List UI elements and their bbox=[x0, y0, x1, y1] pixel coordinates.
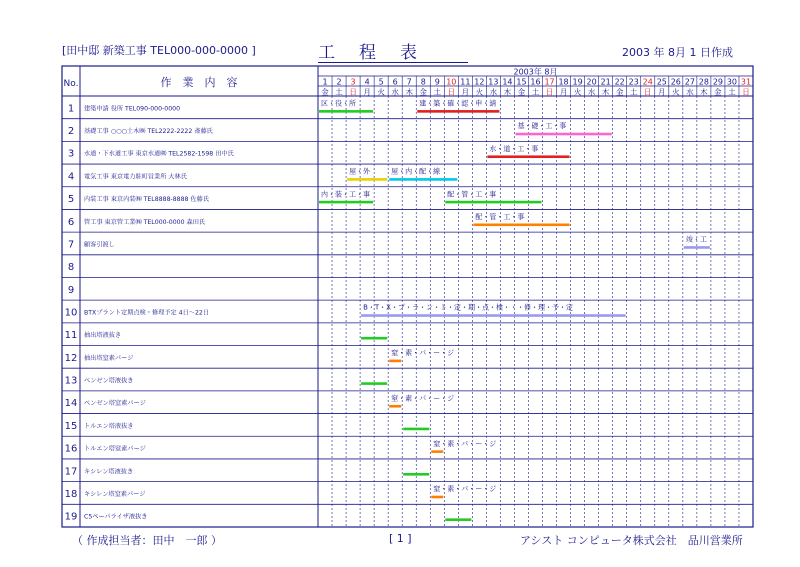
weekday-label: 月 bbox=[559, 87, 568, 97]
schedule-bar bbox=[389, 405, 401, 408]
task-label: トルエン塔窒素パージ bbox=[84, 445, 146, 453]
task-label: ベンゼン塔窒素パージ bbox=[84, 400, 146, 408]
day-number: 22 bbox=[614, 77, 625, 87]
weekday-label: 月 bbox=[363, 87, 371, 97]
task-label: ベンゼン塔液抜き bbox=[84, 377, 134, 385]
day-number: 16 bbox=[530, 77, 541, 87]
row-number: 8 bbox=[67, 262, 75, 274]
bar-label: 内・装・工・事 bbox=[321, 190, 370, 199]
weekday-label: 土 bbox=[629, 87, 638, 97]
bar-label: 水・道・工・事 bbox=[489, 144, 539, 153]
day-number: 28 bbox=[698, 77, 709, 87]
task-label: 抽出塔液抜き bbox=[84, 332, 122, 340]
bar-label: 区・役・所 bbox=[321, 99, 356, 108]
schedule-bar bbox=[417, 110, 499, 113]
task-label: C5ペーパライザ液抜き bbox=[84, 513, 148, 521]
bar-label: 屋・外 bbox=[349, 167, 371, 176]
day-number: 31 bbox=[740, 77, 752, 87]
author-label: （ 作成担当者：田中 一郎 ） bbox=[72, 534, 222, 547]
page-title: 工程表 bbox=[318, 38, 468, 63]
row-number: 19 bbox=[64, 511, 78, 523]
weekday-label: 木 bbox=[503, 87, 512, 97]
weekday-label: 火 bbox=[475, 87, 484, 97]
weekday-label: 金 bbox=[419, 87, 427, 97]
weekday-label: 月 bbox=[658, 87, 666, 97]
schedule-bar bbox=[431, 496, 443, 499]
schedule-bar bbox=[403, 428, 429, 431]
task-label: 内装工事 東京内装㈱ TEL8888-8888 佐藤氏 bbox=[84, 196, 210, 204]
weekday-label: 水 bbox=[686, 87, 694, 97]
weekday-label: 木 bbox=[405, 87, 413, 97]
weekday-label: 日 bbox=[349, 87, 357, 97]
schedule-bar bbox=[319, 110, 373, 113]
row-number: 14 bbox=[64, 398, 78, 410]
schedule-bar bbox=[361, 314, 626, 317]
bar-label: 窒・素・パ・ー・ジ bbox=[433, 439, 497, 448]
weekday-label: 木 bbox=[601, 87, 610, 97]
day-number: 11 bbox=[460, 77, 471, 87]
weekday-label: 日 bbox=[644, 87, 652, 97]
weekday-label: 火 bbox=[672, 87, 680, 97]
day-number: 3 bbox=[350, 77, 356, 87]
weekday-label: 土 bbox=[433, 87, 442, 97]
day-number: 19 bbox=[572, 77, 583, 87]
day-number: 9 bbox=[434, 77, 440, 87]
weekday-label: 木 bbox=[700, 87, 708, 97]
weekday-label: 日 bbox=[447, 87, 456, 97]
weekday-label: 水 bbox=[587, 87, 596, 97]
weekday-label: 水 bbox=[391, 87, 399, 97]
table-frame bbox=[62, 66, 753, 527]
project-header: [田中邸 新築工事 TEL000-000-0000 ] bbox=[62, 44, 256, 57]
task-label: 顧客引渡し bbox=[84, 241, 115, 249]
bar-label: 竣・工 bbox=[685, 235, 707, 244]
row-number: 18 bbox=[64, 488, 78, 500]
schedule-bar bbox=[389, 178, 457, 181]
weekday-label: 金 bbox=[615, 87, 624, 97]
weekday-label: 土 bbox=[335, 87, 343, 97]
row-number: 11 bbox=[64, 330, 78, 342]
day-number: 21 bbox=[600, 77, 611, 87]
day-number: 8 bbox=[420, 77, 426, 87]
day-number: 2 bbox=[336, 77, 342, 87]
task-label: 抽出塔窒素パージ bbox=[84, 354, 134, 362]
bar-label: 配・管・工・事 bbox=[447, 190, 497, 199]
day-number: 29 bbox=[712, 77, 724, 87]
schedule-bar bbox=[403, 473, 429, 476]
schedule-bar bbox=[361, 382, 387, 385]
row-number: 2 bbox=[67, 126, 75, 138]
task-label: 水道・下水道工事 東京水道㈱ TEL2582-1598 田中氏 bbox=[84, 150, 234, 158]
schedule-bar bbox=[361, 337, 387, 340]
bar-label: 屋・内・配・線 bbox=[391, 167, 441, 176]
schedule-bar bbox=[515, 133, 611, 136]
task-label: キシレン塔液抜き bbox=[84, 468, 134, 476]
weekday-label: 火 bbox=[573, 87, 582, 97]
day-number: 23 bbox=[628, 77, 639, 87]
schedule-bar bbox=[445, 518, 471, 521]
schedule-bar bbox=[487, 155, 569, 158]
day-number: 30 bbox=[726, 77, 738, 87]
task-label: トルエン塔液抜き bbox=[84, 422, 134, 430]
row-number: 16 bbox=[64, 443, 78, 455]
task-label: 基礎工事 ○○○土木㈱ TEL2222-2222 斎藤氏 bbox=[84, 128, 213, 136]
weekday-label: 金 bbox=[714, 87, 722, 97]
weekday-label: 月 bbox=[461, 87, 470, 97]
bar-label: 窒・素・パ・ー・ジ bbox=[391, 394, 455, 403]
day-number: 1 bbox=[322, 77, 328, 87]
weekday-label: 金 bbox=[517, 87, 526, 97]
day-number: 15 bbox=[516, 77, 527, 87]
weekday-label: 土 bbox=[531, 87, 540, 97]
day-number: 4 bbox=[364, 77, 370, 87]
bar-label: 配・管・工・事 bbox=[475, 212, 525, 221]
row-number: 13 bbox=[64, 375, 78, 387]
row-number: 5 bbox=[67, 194, 75, 206]
schedule-bar bbox=[347, 178, 387, 181]
row-number: 1 bbox=[67, 103, 75, 115]
task-column-header: 作 業 内 容 bbox=[160, 76, 238, 89]
schedule-bar bbox=[389, 360, 401, 363]
task-label: BTXプラント定期点検・修理予定 4日〜22日 bbox=[84, 309, 210, 317]
weekday-label: 土 bbox=[728, 87, 736, 97]
day-number: 12 bbox=[474, 77, 485, 87]
row-number: 6 bbox=[67, 216, 75, 228]
row-number: 12 bbox=[64, 352, 78, 364]
bar-label: 建・築・確・認・申・請 bbox=[419, 99, 497, 108]
row-number: 3 bbox=[67, 148, 75, 160]
row-number: 17 bbox=[64, 466, 78, 478]
bar-label: B・T・X・プ・ラ・ン・ト・定・期・点・検・・・修・理・予・定 bbox=[363, 303, 573, 312]
schedule-bar bbox=[473, 223, 569, 226]
task-label: キシレン塔窒素パージ bbox=[84, 490, 146, 498]
day-number: 6 bbox=[392, 77, 398, 87]
task-label: 建築申請 役所 TEL090-000-0000 bbox=[84, 105, 181, 113]
day-number: 13 bbox=[488, 77, 499, 87]
page-number: [ 1 ] bbox=[389, 532, 412, 545]
bar-label: 窒・素・パ・ー・ジ bbox=[433, 485, 497, 494]
task-label: 管工事 東京管工業㈱ TEL000-0000 森田氏 bbox=[84, 218, 206, 226]
day-number: 27 bbox=[684, 77, 695, 87]
row-number: 10 bbox=[64, 307, 78, 319]
day-number: 18 bbox=[558, 77, 569, 87]
day-number: 26 bbox=[670, 77, 681, 87]
day-number: 14 bbox=[502, 77, 513, 87]
no-column-header: No. bbox=[63, 79, 79, 89]
month-label: 2003年 8月 bbox=[513, 67, 558, 77]
day-number: 10 bbox=[446, 77, 457, 87]
bar-label: 基・礎・工・事 bbox=[517, 122, 567, 131]
schedule-bar bbox=[319, 201, 373, 204]
schedule-bar bbox=[445, 201, 541, 204]
day-number: 24 bbox=[642, 77, 653, 87]
day-number: 7 bbox=[406, 77, 412, 87]
day-number: 25 bbox=[656, 77, 667, 87]
row-number: 15 bbox=[64, 420, 78, 432]
schedule-bar bbox=[431, 450, 443, 453]
weekday-label: 水 bbox=[489, 87, 498, 97]
weekday-label: 日 bbox=[742, 87, 750, 97]
day-number: 17 bbox=[544, 77, 555, 87]
row-number: 7 bbox=[67, 239, 75, 251]
day-number: 5 bbox=[378, 77, 384, 87]
schedule-bar bbox=[684, 246, 710, 249]
creation-date: 2003 年 8月 1 日作成 bbox=[622, 46, 733, 59]
row-number: 4 bbox=[67, 171, 75, 183]
task-label: 電気工事 東京電力駐町営業所 大林氏 bbox=[84, 173, 187, 181]
weekday-label: 金 bbox=[321, 87, 329, 97]
weekday-label: 日 bbox=[545, 87, 554, 97]
row-number: 9 bbox=[67, 284, 75, 296]
weekday-label: 火 bbox=[377, 87, 385, 97]
day-number: 20 bbox=[586, 77, 597, 87]
company-name: アシスト コンピュータ株式会社 品川営業所 bbox=[520, 534, 743, 547]
bar-label: 窒・素・パ・ー・ジ bbox=[391, 349, 455, 358]
